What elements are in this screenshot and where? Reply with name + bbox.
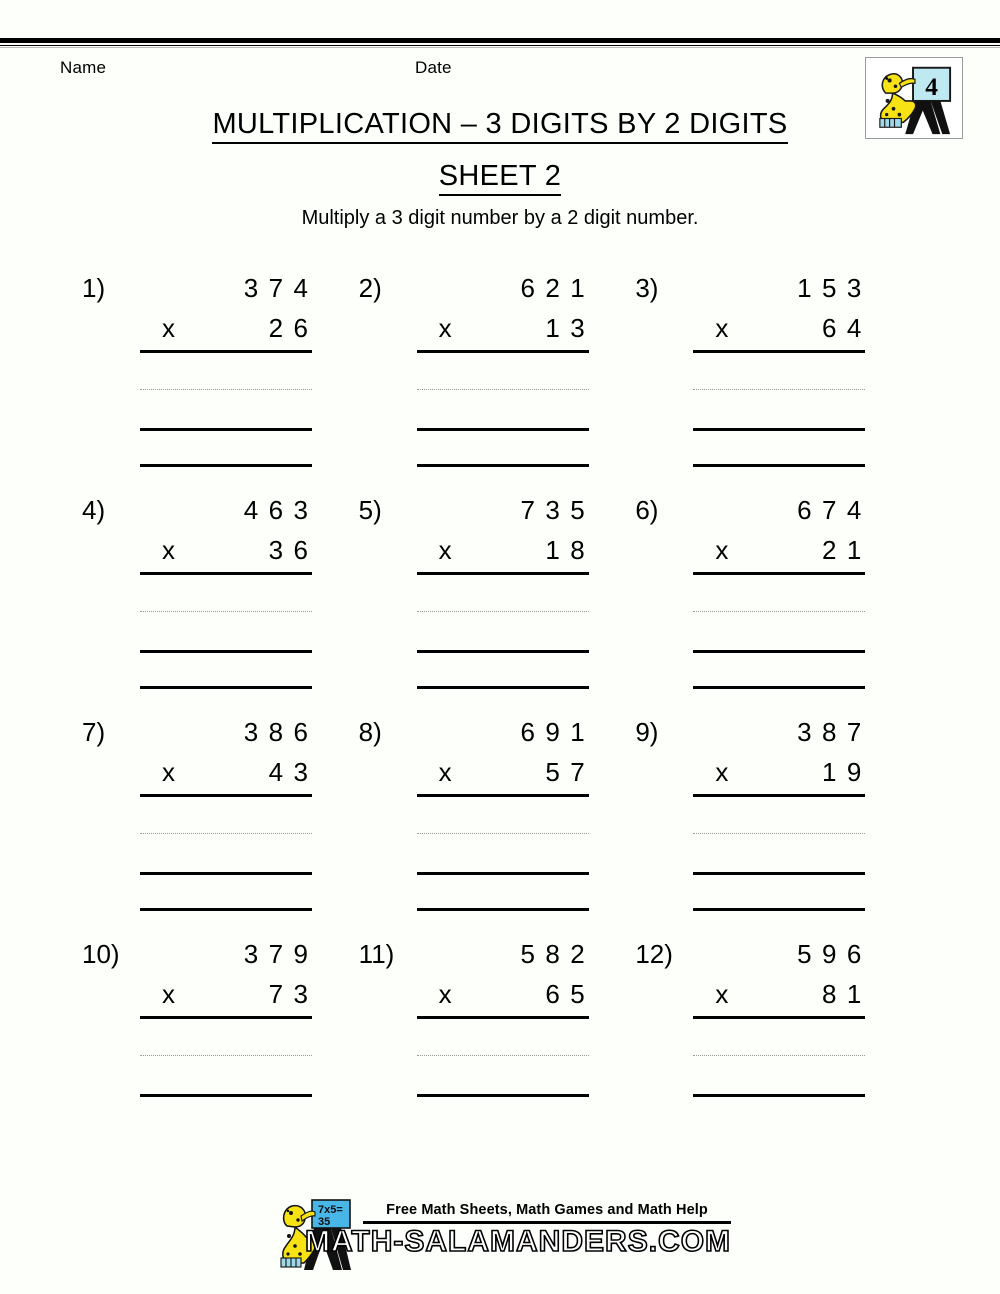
multiplier-line [140,530,312,570]
problem-row [82,934,912,1134]
problem-body [693,268,865,467]
problem-row [82,490,912,712]
answer-guide-dotted[interactable] [140,611,312,612]
multiplier-digits: 1 3 [545,313,585,343]
answer-guide-dotted[interactable] [693,389,865,390]
problem-rule [417,794,589,797]
answer-line-2[interactable] [417,908,589,911]
page-subtitle: Multiply a 3 digit number by a 2 digit number. [301,207,699,229]
problem-number: 7) [82,717,106,747]
multiplier-line [417,530,589,570]
problem-rule [140,572,312,575]
footer-tagline: Free Math Sheets, Math Games and Math Help [386,1202,708,1218]
problem-8 [359,712,636,934]
page-title-line2-text: SHEET 2 [439,160,561,196]
operator-symbol: x [438,757,452,787]
multiplicand [140,268,312,308]
answer-line-1[interactable] [693,428,865,431]
problem-body [417,268,589,467]
page-title-line1-text: MULTIPLICATION – 3 DIGITS BY 2 DIGITS [212,108,787,144]
problem-body [140,712,312,911]
operator-symbol: x [438,979,452,1009]
multiplier-line [417,752,589,792]
problem-row [82,268,912,490]
problem-number: 3) [635,273,659,303]
multiplicand-digits: 5 8 2 [520,939,585,969]
problem-number: 10) [82,939,120,969]
problem-rule [693,794,865,797]
answer-line-1[interactable] [140,650,312,653]
answer-guide-dotted[interactable] [140,833,312,834]
problem-1 [82,268,359,490]
operator-symbol: x [438,313,452,343]
answer-guide-dotted[interactable] [417,1055,589,1056]
footer-board-text-top: 7x5= [317,1204,343,1216]
multiplicand [693,934,865,974]
operator-symbol: x [162,535,175,565]
operator-symbol: x [715,313,729,343]
multiplicand-digits: 6 2 1 [520,273,585,303]
problem-4 [82,490,359,712]
top-rule-faint [0,47,1000,48]
answer-line-2[interactable] [693,908,865,911]
problem-rule [417,1016,589,1019]
multiplier-line [693,530,865,570]
page-top-rule [0,38,1000,48]
multiplier-digits: 8 1 [822,979,862,1009]
multiplier-line [693,308,865,348]
answer-line-1[interactable] [417,1094,589,1097]
answer-guide-dotted[interactable] [693,1055,865,1056]
multiplicand-digits: 6 9 1 [520,717,585,747]
answer-guide-dotted[interactable] [417,833,589,834]
problem-number: 9) [635,717,659,747]
problem-number: 5) [358,495,382,525]
problem-rule [140,350,312,353]
problem-number: 6) [635,495,659,525]
problem-number: 2) [358,273,382,303]
problem-body [140,934,312,1097]
operator-symbol: x [715,757,729,787]
footer-url[interactable]: MATH-SALAMANDERS.COM [304,1225,732,1258]
problem-number: 12) [635,939,673,969]
top-rule-thin [0,45,1000,46]
multiplier-digits: 1 9 [822,757,862,787]
problem-rule [417,350,589,353]
problem-number: 1) [82,273,106,303]
multiplier-line [140,752,312,792]
multiplier-digits: 2 1 [822,535,862,565]
multiplier-digits: 6 5 [545,979,585,1009]
multiplier-line [140,974,312,1014]
multiplier-line [693,752,865,792]
answer-line-1[interactable] [693,872,865,875]
multiplier-line [417,974,589,1014]
operator-symbol: x [715,535,729,565]
multiplicand [417,712,589,752]
problem-body [417,712,589,911]
answer-guide-dotted[interactable] [417,611,589,612]
multiplier-line [693,974,865,1014]
answer-guide-dotted[interactable] [693,833,865,834]
answer-guide-dotted[interactable] [140,1055,312,1056]
answer-line-1[interactable] [417,872,589,875]
answer-line-2[interactable] [140,686,312,689]
badge-number-text: 4 [925,73,938,102]
multiplier-digits: 5 7 [545,757,585,787]
multiplicand [417,934,589,974]
answer-line-2[interactable] [693,464,865,467]
multiplicand-digits: 7 3 5 [520,495,585,525]
answer-guide-dotted[interactable] [417,389,589,390]
answer-line-1[interactable] [417,428,589,431]
answer-line-1[interactable] [140,428,312,431]
operator-symbol: x [162,313,175,343]
multiplier-digits: 2 6 [268,313,308,343]
multiplier-digits: 7 3 [268,979,308,1009]
problem-10 [82,934,359,1134]
problem-body [693,490,865,689]
problem-grid [82,268,912,1134]
answer-line-1[interactable] [140,872,312,875]
problem-7 [82,712,359,934]
problem-12 [635,934,912,1134]
answer-line-2[interactable] [140,908,312,911]
problem-6 [635,490,912,712]
problem-number: 11) [358,939,395,969]
problem-body [417,934,589,1097]
multiplicand-digits: 3 7 4 [243,273,308,303]
answer-line-2[interactable] [417,464,589,467]
footer-board-text-bottom: 35 [317,1216,331,1228]
problem-rule [417,572,589,575]
answer-line-2[interactable] [693,686,865,689]
multiplicand [417,268,589,308]
multiplier-digits: 6 4 [822,313,862,343]
answer-guide-dotted[interactable] [693,611,865,612]
answer-line-1[interactable] [693,1094,865,1097]
problem-rule [140,1016,312,1019]
top-rule-thick [0,38,1000,43]
answer-line-1[interactable] [693,650,865,653]
problem-11 [359,934,636,1134]
multiplier-digits: 1 8 [545,535,585,565]
multiplicand-digits: 4 6 3 [243,495,308,525]
operator-symbol: x [162,757,175,787]
multiplicand [140,490,312,530]
footer [0,1196,1000,1274]
problem-5 [359,490,636,712]
multiplicand [140,712,312,752]
operator-symbol: x [438,535,452,565]
problem-body [693,712,865,911]
problem-rule [693,572,865,575]
operator-symbol: x [162,979,175,1009]
multiplicand-digits: 3 7 9 [243,939,308,969]
answer-line-2[interactable] [140,464,312,467]
problem-body [417,490,589,689]
problem-3 [635,268,912,490]
answer-line-1[interactable] [417,650,589,653]
multiplicand [693,490,865,530]
multiplicand-digits: 3 8 6 [243,717,308,747]
date-label: Date [415,58,452,77]
answer-line-1[interactable] [140,1094,312,1097]
multiplicand-digits: 5 9 6 [797,939,862,969]
multiplicand [693,268,865,308]
problem-9 [635,712,912,934]
multiplier-digits: 4 3 [268,757,308,787]
multiplicand [140,934,312,974]
problem-rule [140,794,312,797]
problem-body [693,934,865,1097]
multiplier-digits: 3 6 [268,535,308,565]
footer-divider [363,1221,731,1224]
multiplicand-digits: 3 8 7 [797,717,862,747]
problem-number: 8) [358,717,382,747]
name-label: Name [60,58,107,77]
problem-number: 4) [82,495,106,525]
multiplicand [693,712,865,752]
multiplicand [417,490,589,530]
multiplicand-digits: 6 7 4 [797,495,862,525]
problem-rule [693,350,865,353]
multiplicand-digits: 1 5 3 [797,273,862,303]
problem-2 [359,268,636,490]
answer-guide-dotted[interactable] [140,389,312,390]
page-title-line1 [0,108,1000,141]
problem-rule [693,1016,865,1019]
multiplier-line [417,308,589,348]
problem-body [140,268,312,467]
problem-row [82,712,912,934]
answer-line-2[interactable] [417,686,589,689]
multiplier-line [140,308,312,348]
problem-body [140,490,312,689]
page-title-line2 [0,160,1000,193]
operator-symbol: x [715,979,729,1009]
